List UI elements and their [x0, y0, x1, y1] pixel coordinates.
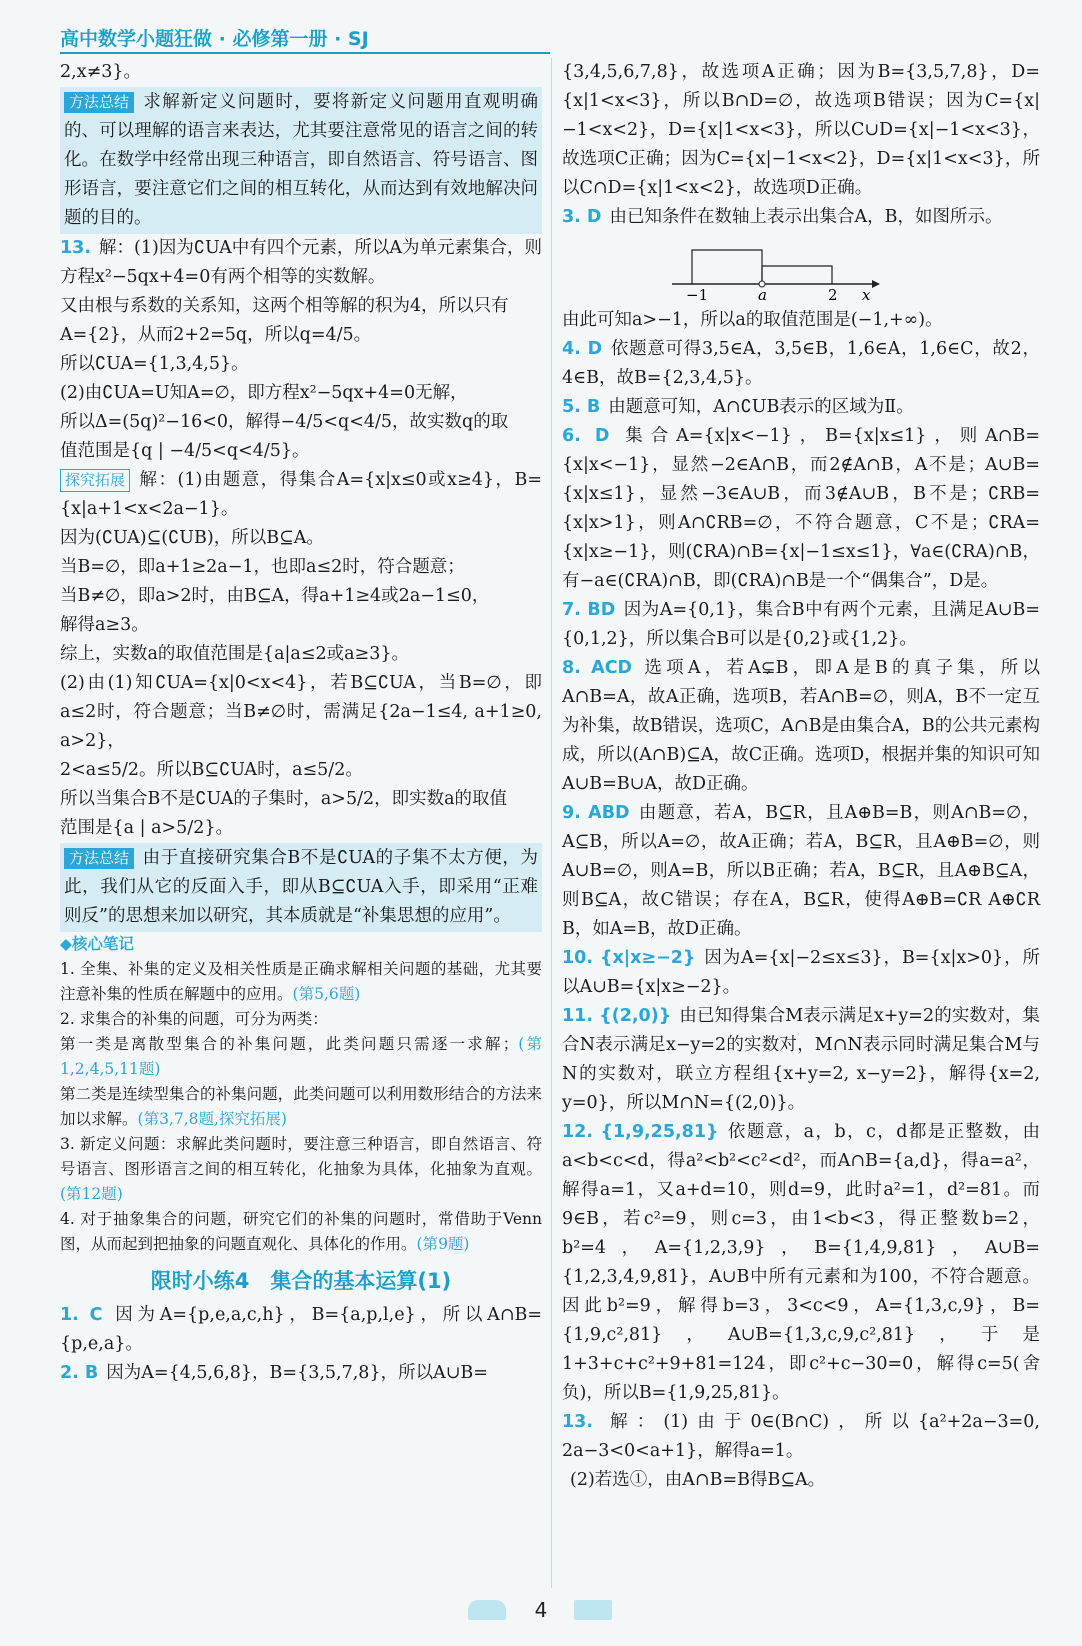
- answer-number: 12. {1,9,25,81}: [562, 1122, 719, 1142]
- answer-text: 由已知得集合M表示满足x+y=2的实数对，集合N表示满足x−y=2的实数对，M∩N表示同时满足集合M与N的实数对，联立方程组{x+y=2, x−y=2}，解得{x=2, y=0}，所以M∩N={(2,0)}。: [562, 1006, 1046, 1113]
- explore-extension: [60, 466, 542, 524]
- explore-text: 解：(1)由题意，得集合A={x|x≤0或x≥4}，B={x|a+1<x<2a−1}。: [60, 470, 542, 519]
- page-decoration-left: [468, 1600, 506, 1620]
- answer-text: 依题意，a，b，c，d都是正整数，由a<b<c<d，得a²<b²<c²<d²，而A∩B={a,d}，得a=a²，解得a=1，又a+d=10，则d=9，此时a²=1，d²=81。而9∈B，若c²=9，则c=3，由1<b<3，得正整数b=2，b²=4，A={1,2,3,9}，B={1,4,9,81}，A∪B={1,2,3,4,9,81}，A∪B中所有元素和为100，不符合题意。因此b²=9，解得b=3，3<c<9，A={1,3,c,9}，B={1,9,c²,81}，A∪B={1,3,c,9,c²,81}，于是1+3+c+c²+9+81=124，即c²+c−30=0，解得c=5(舍负)，所以B={1,9,25,81}。: [562, 1122, 1040, 1403]
- core-notes: [60, 932, 542, 1257]
- item-number: 13.: [60, 238, 92, 258]
- answer-item: [562, 596, 1040, 654]
- explore-tag: 探究拓展: [60, 469, 130, 492]
- number-line-arrow: [872, 280, 880, 288]
- line: 值范围是{q | −4/5<q<4/5}。: [60, 441, 310, 461]
- line: 解得a≥3。: [60, 615, 149, 635]
- note-item: 3. 新定义问题：求解此类问题时，要注意三种语言，即自然语言、符号语言、图形语言之间的相互转化，化抽象为具体，化抽象为直观。(第12题): [60, 1135, 542, 1203]
- answer-text: (2)若选①，由A∩B=B得B⊆A。: [570, 1470, 826, 1490]
- answer-item: [562, 799, 1046, 944]
- line: 所以当集合B不是∁UA的子集时，a>5/2，即实数a的取值: [60, 789, 508, 809]
- method-summary-tag: 方法总结: [64, 848, 134, 869]
- method-summary: [60, 843, 542, 932]
- answer-item: [562, 58, 1040, 203]
- page-decoration-right: [574, 1600, 612, 1620]
- note-item: 1. 全集、补集的定义及相关性质是正确求解相关问题的基础，尤其要注意补集的性质在解题中的应用。(第5,6题): [60, 960, 542, 1003]
- note-ref: (第3,7,8题,探究拓展): [137, 1110, 287, 1128]
- tick-label: a: [758, 286, 767, 300]
- answer-text: 选项A，若A⊊B，即A是B的真子集，所以A∩B=A，故A正确，选项B，若A∩B=∅，则A，B不一定互为补集，故B错误，选项C，A∩B是由集合A，B的公共元素构成，所以(A∩B)⊆A，故C正确。选项D，根据并集的知识可知A∪B=B∪A，故D正确。: [562, 658, 1040, 794]
- answer-text: 由此可知a>−1，所以a的取值范围是(−1,+∞)。: [562, 310, 943, 330]
- line: (2)由∁UA=U知A=∅，即方程x²−5qx+4=0无解，: [60, 383, 468, 403]
- left-column: [60, 58, 548, 1388]
- tick-label: 2: [828, 286, 838, 300]
- answer-item: [562, 306, 1040, 335]
- answer-number: 5. B: [562, 397, 601, 417]
- answer-text: 因为A={x|−2≤x≤3}，B={x|x>0}，所以A∪B={x|x≥−2}。: [562, 948, 1041, 997]
- line: 所以Δ=(5q)²−16<0，解得−4/5<q<4/5，故实数q的取: [60, 412, 509, 432]
- core-notes-title: ◆核心笔记: [60, 935, 134, 953]
- answer-text: 由题意可知，A∩∁UB表示的区域为Ⅱ。: [608, 397, 914, 417]
- column-divider: [551, 58, 552, 1588]
- answer-item: [562, 393, 1040, 422]
- answer-number: 9. ABD: [562, 803, 630, 823]
- item: [60, 234, 542, 292]
- line: 2,x≠3}。: [60, 62, 141, 82]
- line: 又由根与系数的关系知，这两个相等解的积为4，所以只有: [60, 296, 509, 316]
- answer-number: 1. C: [60, 1305, 103, 1325]
- answer-text: 因为A={0,1}，集合B中有两个元素，且满足A∪B={0,1,2}，所以集合B可以是{0,2}或{1,2}。: [562, 600, 1040, 649]
- note-ref: (第12题): [60, 1185, 123, 1203]
- note-item: 第二类是连续型集合的补集问题，此类问题可以利用数形结合的方法来加以求解。(第3,7,8题,探究拓展): [60, 1085, 542, 1128]
- answer-number: 2. B: [60, 1363, 99, 1383]
- answer-text: 依题意可得3,5∈A，3,5∈B，1,6∈A，1,6∈C，故2，4∈B，故B={2,3,4,5}。: [562, 339, 1040, 388]
- method-summary-tag: 方法总结: [64, 92, 134, 113]
- line: 当B≠∅，即a>2时，由B⊆A，得a+1≥4或2a−1≤0，: [60, 586, 490, 606]
- axis-label: x: [862, 286, 871, 300]
- note-ref: (第9题): [416, 1235, 470, 1253]
- method-summary-text: 由于直接研究集合B不是∁UA的子集不太方便，为此，我们从它的反面入手，即从B⊆∁UA入手，即采用“正难则反”的思想来加以研究，其本质就是“补集思想的应用”。: [64, 848, 538, 926]
- line: (2)由(1)知∁UA={x|0<x<4}，若B⊆∁UA，当B=∅，即a≤2时，符合题意；当B≠∅时，需满足{2a−1≤4, a+1≥0, a>2}，: [60, 673, 548, 751]
- answer-number: 10. {x|x≥−2}: [562, 948, 696, 968]
- answer-text: 解：(1)由于0∈(B∩C)，所以{a²+2a−3=0, 2a−3<0<a+1}，解得a=1。: [562, 1412, 1046, 1461]
- section-title: 限时小练4 集合的基本运算(1): [150, 1269, 452, 1293]
- answer-text: 因为A={p,e,a,c,h}，B={a,p,l,e}，所以A∩B={p,e,a}。: [60, 1305, 542, 1354]
- note-ref: (第1,2,4,5,11题): [60, 1035, 542, 1078]
- line: 范围是{a | a>5/2}。: [60, 818, 233, 838]
- page-number: 4: [534, 1598, 548, 1622]
- line: 因为(∁UA)⊆(∁UB)，所以B⊆A。: [60, 528, 324, 548]
- note-item: 4. 对于抽象集合的问题，研究它们的补集的问题时，常借助于Venn图，从而起到把抽象的问题直观化、具体化的作用。(第9题): [60, 1210, 542, 1253]
- right-column: [562, 58, 1046, 1495]
- answer-number: 6. D: [562, 426, 610, 446]
- note-item: 第一类是离散型集合的补集问题，此类问题只需逐一求解；(第1,2,4,5,11题): [60, 1035, 542, 1078]
- answer-text: 因为A={4,5,6,8}，B={3,5,7,8}，所以A∪B=: [106, 1363, 488, 1383]
- answer-number: 8. ACD: [562, 658, 633, 678]
- line: 所以∁UA={1,3,4,5}。: [60, 354, 249, 374]
- answer-text: 由题意，若A，B⊆R，且A⊕B=B，则A∩B=∅，A⊆B，所以A=∅，故A正确；若A，B⊆R，且A⊕B=∅，则A∪B=∅，则A=B，所以B正确；若A，B⊆R，且A⊕B⊆A，则B⊆A，故C错误；存在A，B⊆R，使得A⊕B=∁R A⊕∁R B，如A=B，故D正确。: [562, 803, 1046, 939]
- answer-number: 11. {(2,0)}: [562, 1006, 672, 1026]
- answer-number: 3. D: [562, 207, 602, 227]
- line: A={2}，从而2+2=5q，所以q=4/5。: [60, 325, 372, 345]
- header-rule: [60, 52, 550, 54]
- item-text: 解：(1)因为∁UA中有四个元素，所以A为单元素集合，则方程x²−5qx+4=0有两个相等的实数解。: [60, 238, 542, 287]
- answer-item: [562, 203, 1040, 232]
- header-title: 高中数学小题狂做 · 必修第一册 · SJ: [60, 28, 369, 50]
- note-ref: (第5,6题): [292, 985, 361, 1003]
- note-item: 2. 求集合的补集的问题，可分为两类：: [60, 1010, 328, 1028]
- answer-item: [60, 1301, 542, 1359]
- answer-item: [562, 1002, 1046, 1118]
- tick-label: −1: [686, 286, 709, 300]
- answer-item: [562, 1466, 1040, 1495]
- answer-number: 13.: [562, 1412, 594, 1432]
- answer-item: [562, 654, 1040, 799]
- number-line-diagram: [672, 236, 892, 300]
- answer-item: [562, 1408, 1046, 1466]
- answer-text: 由已知条件在数轴上表示出集合A，B，如图所示。: [609, 207, 1003, 227]
- set-b-bracket: [762, 266, 832, 284]
- method-summary: [60, 87, 542, 234]
- answer-item: [562, 335, 1040, 393]
- answer-item: [562, 944, 1040, 1002]
- set-a-bracket: [692, 250, 762, 284]
- line: 当B=∅，即a+1≥2a−1，也即a≤2时，符合题意；: [60, 557, 465, 577]
- answer-item: [60, 1359, 542, 1388]
- answer-number: 4. D: [562, 339, 603, 359]
- line: 2<a≤5/2。所以B⊆∁UA时，a≤5/2。: [60, 760, 363, 780]
- answer-text: {3,4,5,6,7,8}，故选项A正确；因为B={3,5,7,8}，D={x|1<x<3}，所以B∩D=∅，故选项B错误；因为C={x|−1<x<2}，D={x|1<x<3}，所以C∪D={x|−1<x<3}，故选项C正确；因为C={x|−1<x<2}，D={x|1<x<3}，所以C∩D={x|1<x<2}，故选项D正确。: [562, 62, 1040, 198]
- method-summary-text: 求解新定义问题时，要将新定义问题用直观明确的、可以理解的语言来表达，尤其要注意常见的语言之间的转化。在数学中经常出现三种语言，即自然语言、符号语言、图形语言，要注意它们之间的相互转化，从而达到有效地解决问题的目的。: [64, 92, 538, 228]
- answer-item: [562, 422, 1040, 596]
- answer-number: 7. BD: [562, 600, 616, 620]
- line: 综上，实数a的取值范围是{a|a≤2或a≥3}。: [60, 644, 409, 664]
- answer-item: [562, 1118, 1040, 1408]
- answer-text: 集合A={x|x<−1}，B={x|x≤1}，则A∩B={x|x<−1}，显然−2∈A∩B，而2∉A∩B，A不是；A∪B={x|x≤1}，显然−3∈A∪B，而3∉A∪B，B不是；∁RB={x|x>1}，则A∩∁RB=∅，不符合题意，C不是；∁RA={x|x≥−1}，则(∁RA)∩B={x|−1≤x≤1}，∀a∈(∁RA)∩B，有−a∈(∁RA)∩B，即(∁RA)∩B是一个“偶集合”，D是。: [562, 426, 1040, 591]
